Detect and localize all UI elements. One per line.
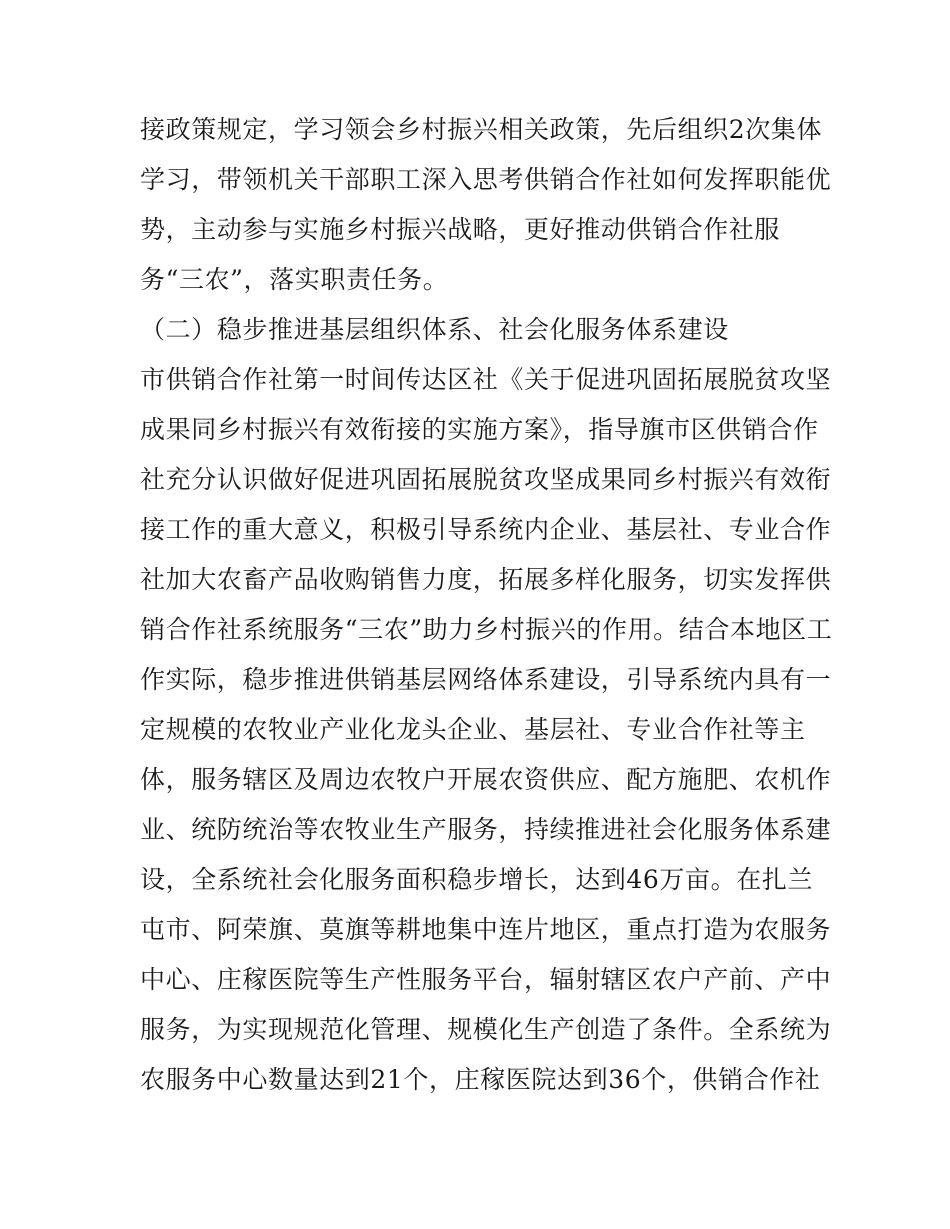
- paragraph-line: 社充分认识做好促进巩固拓展脱贫攻坚成果同乡村振兴有效衔: [140, 465, 832, 494]
- paragraph-line: 体，服务辖区及周边农牧户开展农资供应、配方施肥、农机作: [140, 765, 832, 794]
- paragraph-line: 业、统防统治等农牧业生产服务，持续推进社会化服务体系建: [140, 815, 832, 844]
- paragraph-line: 定规模的农牧业产业化龙头企业、基层社、专业合作社等主: [140, 715, 806, 744]
- paragraph-line: 农服务中心数量达到21个，庄稼医院达到36个，供销合作社: [140, 1065, 821, 1094]
- paragraph-line: 接政策规定，学习领会乡村振兴相关政策，先后组织2次集体: [140, 115, 823, 144]
- paragraph-line: 社加大农畜产品收购销售力度，拓展多样化服务，切实发挥供: [140, 565, 832, 594]
- paragraph-line: 市供销合作社第一时间传达区社《关于促进巩固拓展脱贫攻坚: [140, 365, 832, 394]
- paragraph-line: 作实际，稳步推进供销基层网络体系建设，引导系统内具有一: [140, 665, 832, 694]
- paragraph-line: 中心、庄稼医院等生产性服务平台，辐射辖区农户产前、产中: [140, 965, 832, 994]
- paragraph-line: 服务，为实现规范化管理、规模化生产创造了条件。全系统为: [140, 1015, 832, 1044]
- paragraph-line: 设，全系统社会化服务面积稳步增长，达到46万亩。在扎兰: [140, 865, 814, 894]
- paragraph-line: 屯市、阿荣旗、莫旗等耕地集中连片地区，重点打造为农服务: [140, 915, 832, 944]
- paragraph-line: 接工作的重大意义，积极引导系统内企业、基层社、专业合作: [140, 515, 832, 544]
- paragraph-line: 势，主动参与实施乡村振兴战略，更好推动供销合作社服: [140, 215, 781, 244]
- paragraph-line: 务“三农”，落实职责任务。: [140, 265, 449, 294]
- paragraph-line: 学习，带领机关干部职工深入思考供销合作社如何发挥职能优: [140, 165, 832, 194]
- paragraph-line: 成果同乡村振兴有效衔接的实施方案》，指导旗市区供销合作: [140, 415, 819, 444]
- section-heading: （二）稳步推进基层组织体系、社会化服务体系建设: [140, 315, 729, 344]
- paragraph-line: 销合作社系统服务“三农”助力乡村振兴的作用。结合本地区工: [140, 615, 833, 644]
